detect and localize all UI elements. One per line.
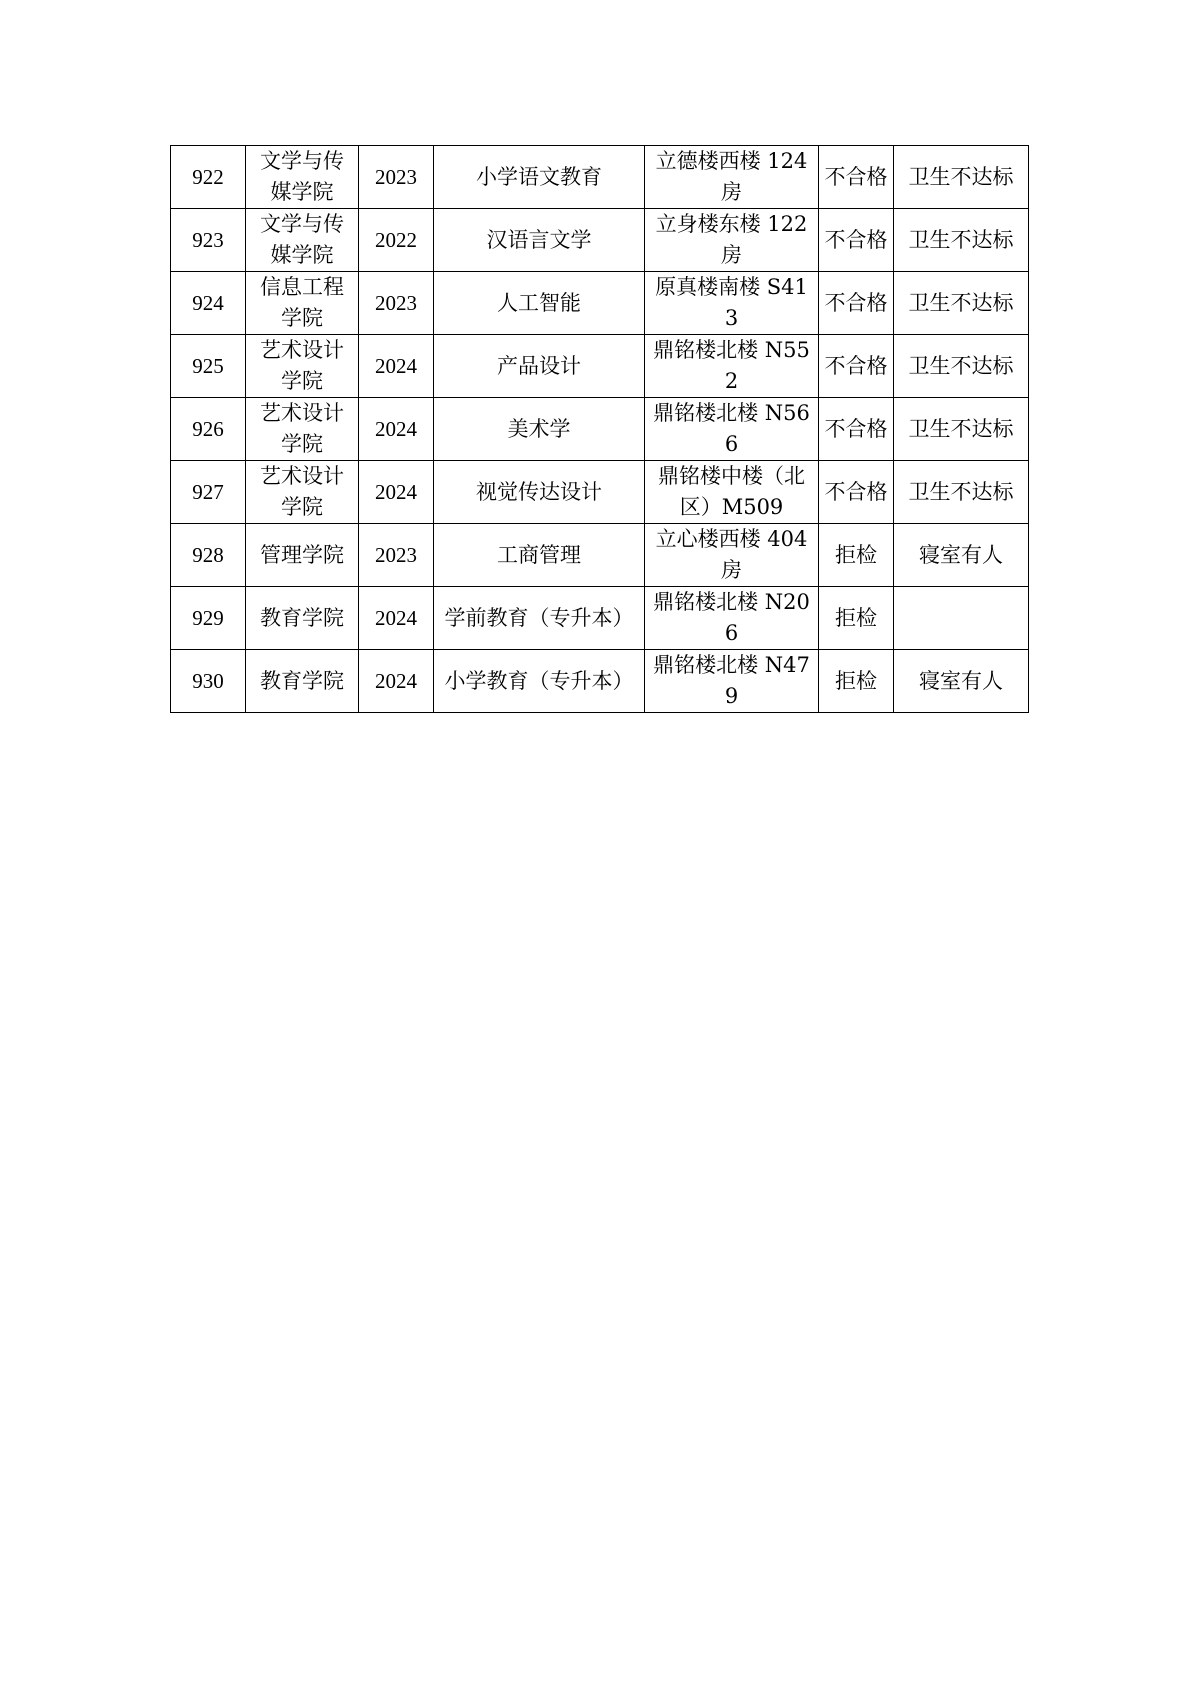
college-cell: 艺术设计学院	[246, 398, 359, 461]
table-row	[171, 146, 1029, 209]
major-cell: 人工智能	[434, 272, 645, 335]
college-cell: 教育学院	[246, 650, 359, 713]
dorm-cell: 立身楼东楼 122 房	[645, 209, 819, 272]
major-cell: 学前教育（专升本）	[434, 587, 645, 650]
dorm-cell: 立德楼西楼 124 房	[645, 146, 819, 209]
result-cell: 不合格	[819, 146, 894, 209]
table-row	[171, 650, 1029, 713]
major-cell: 小学教育（专升本）	[434, 650, 645, 713]
college-cell: 文学与传媒学院	[246, 146, 359, 209]
table-row	[171, 461, 1029, 524]
college-cell: 艺术设计学院	[246, 335, 359, 398]
dorm-cell: 鼎铭楼北楼 N206	[645, 587, 819, 650]
college-cell: 教育学院	[246, 587, 359, 650]
row-number-cell: 924	[171, 272, 246, 335]
note-cell: 卫生不达标	[894, 461, 1029, 524]
major-cell: 产品设计	[434, 335, 645, 398]
row-number-cell: 925	[171, 335, 246, 398]
result-cell: 不合格	[819, 272, 894, 335]
table-row	[171, 398, 1029, 461]
row-number-cell: 926	[171, 398, 246, 461]
result-cell: 拒检	[819, 524, 894, 587]
major-cell: 工商管理	[434, 524, 645, 587]
note-cell	[894, 587, 1029, 650]
table-row	[171, 272, 1029, 335]
note-cell: 卫生不达标	[894, 335, 1029, 398]
row-number-cell: 923	[171, 209, 246, 272]
table-row	[171, 524, 1029, 587]
table-row	[171, 587, 1029, 650]
dorm-cell: 立心楼西楼 404 房	[645, 524, 819, 587]
year-cell: 2023	[359, 524, 434, 587]
note-cell: 卫生不达标	[894, 146, 1029, 209]
major-cell: 小学语文教育	[434, 146, 645, 209]
row-number-cell: 922	[171, 146, 246, 209]
dorm-cell: 鼎铭楼北楼 N479	[645, 650, 819, 713]
result-cell: 拒检	[819, 650, 894, 713]
note-cell: 寝室有人	[894, 650, 1029, 713]
table-row	[171, 209, 1029, 272]
major-cell: 美术学	[434, 398, 645, 461]
result-cell: 拒检	[819, 587, 894, 650]
year-cell: 2022	[359, 209, 434, 272]
year-cell: 2023	[359, 146, 434, 209]
row-number-cell: 927	[171, 461, 246, 524]
major-cell: 汉语言文学	[434, 209, 645, 272]
year-cell: 2023	[359, 272, 434, 335]
year-cell: 2024	[359, 335, 434, 398]
note-cell: 卫生不达标	[894, 398, 1029, 461]
result-cell: 不合格	[819, 335, 894, 398]
row-number-cell: 928	[171, 524, 246, 587]
dorm-cell: 鼎铭楼中楼（北区）M509	[645, 461, 819, 524]
year-cell: 2024	[359, 650, 434, 713]
result-cell: 不合格	[819, 398, 894, 461]
college-cell: 艺术设计学院	[246, 461, 359, 524]
dorm-cell: 鼎铭楼北楼 N566	[645, 398, 819, 461]
note-cell: 寝室有人	[894, 524, 1029, 587]
dorm-cell: 鼎铭楼北楼 N552	[645, 335, 819, 398]
college-cell: 文学与传媒学院	[246, 209, 359, 272]
college-cell: 管理学院	[246, 524, 359, 587]
dorm-cell: 原真楼南楼 S413	[645, 272, 819, 335]
result-cell: 不合格	[819, 209, 894, 272]
major-cell: 视觉传达设计	[434, 461, 645, 524]
table-row	[171, 335, 1029, 398]
result-cell: 不合格	[819, 461, 894, 524]
year-cell: 2024	[359, 587, 434, 650]
row-number-cell: 929	[171, 587, 246, 650]
inspection-table	[170, 145, 1029, 713]
note-cell: 卫生不达标	[894, 209, 1029, 272]
year-cell: 2024	[359, 461, 434, 524]
year-cell: 2024	[359, 398, 434, 461]
college-cell: 信息工程学院	[246, 272, 359, 335]
row-number-cell: 930	[171, 650, 246, 713]
note-cell: 卫生不达标	[894, 272, 1029, 335]
